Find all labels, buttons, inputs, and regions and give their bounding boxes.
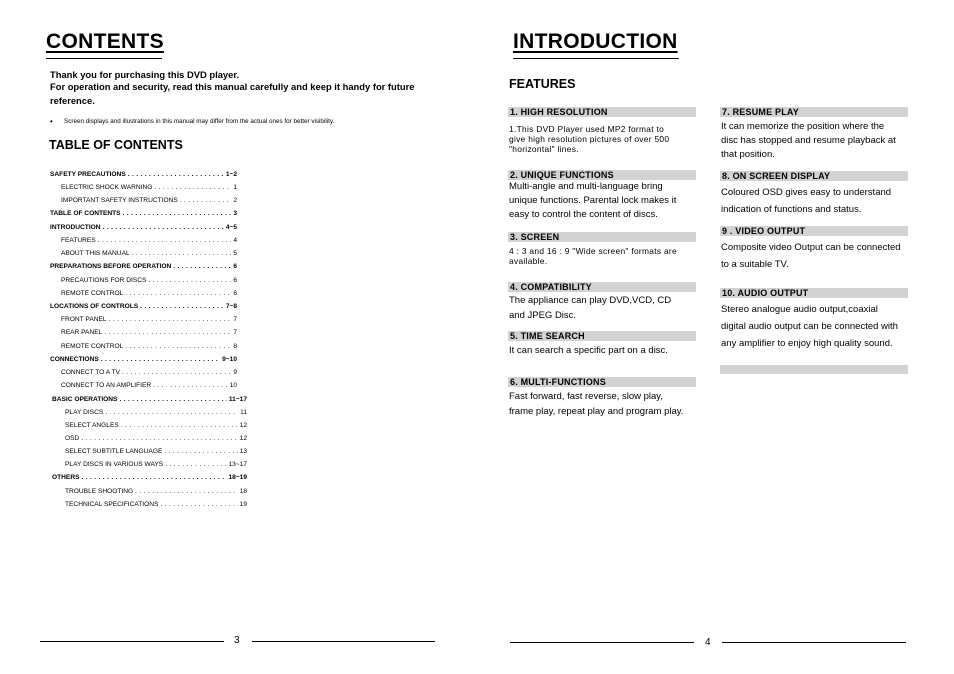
feature-heading-high-resolution: 1. HIGH RESOLUTION xyxy=(508,107,696,117)
toc-row: TABLE OF CONTENTS . . . 3 xyxy=(50,210,237,217)
toc-row: LOCATIONS OF CONTROLS . . . 7~8 xyxy=(50,303,237,310)
footer-rule-right xyxy=(252,641,435,642)
toc-row: CONNECT TO AN AMPLIFIER . . . 10 xyxy=(61,382,237,389)
toc-row: PREPARATIONS BEFORE OPERATION . . . 6 xyxy=(50,263,237,270)
toc-row: SELECT SUBTITLE LANGUAGE . . . 13 xyxy=(65,448,247,455)
feature-text: Fast forward, fast reverse, slow play, frame play, repeat play and program play. xyxy=(509,391,684,417)
feature-heading-resume-play: 7. RESUME PLAY xyxy=(720,107,908,117)
feature-heading-time-search: 5. TIME SEARCH xyxy=(508,331,696,341)
page-title-introduction: INTRODUCTION xyxy=(513,30,678,53)
feature-text: Stereo analogue audio output,coaxial digital audio output can be connected with any amplifier to enjoy high quality sound. xyxy=(721,304,898,349)
title-double-rule xyxy=(513,58,679,59)
footer-rule-left xyxy=(510,642,694,643)
page-number: 4 xyxy=(705,637,711,648)
feature-text: It can memorize the position where the disc has stopped and resume playback at that position. xyxy=(721,121,896,160)
toc-row: INTRODUCTION . . . 4~5 xyxy=(50,224,237,231)
toc-row: OSD . . . 12 xyxy=(65,435,247,442)
toc-row: REMOTE CONTROL . . . 8 xyxy=(61,343,237,350)
intro-line-2: For operation and security, read this manual carefully and keep it handy for future xyxy=(50,81,415,92)
footer-rule-right xyxy=(722,642,906,643)
footer-rule-left xyxy=(40,641,224,642)
toc-row: IMPORTANT SAFETY INSTRUCTIONS . . . 2 xyxy=(61,197,237,204)
toc-heading: TABLE OF CONTENTS xyxy=(49,138,183,152)
title-double-rule xyxy=(46,58,162,59)
bullet-icon: • xyxy=(50,117,53,126)
toc-row: FRONT PANEL . . . 7 xyxy=(61,316,237,323)
feature-heading-on-screen-display: 8. ON SCREEN DISPLAY xyxy=(720,171,908,181)
toc-row: SAFETY PRECAUTIONS . . . 1~2 xyxy=(50,171,237,178)
feature-text: The appliance can play DVD,VCD, CD and JPEG Disc. xyxy=(509,295,672,321)
toc-row: ELECTRIC SHOCK WARNING . . . 1 xyxy=(61,184,237,191)
toc-row: REMOTE CONTROL . . . 6 xyxy=(61,290,237,297)
empty-gray-band xyxy=(720,365,908,374)
toc-row: PLAY DISCS . . . 11 xyxy=(65,409,247,416)
features-heading: FEATURES xyxy=(509,77,576,91)
feature-heading-video-output: 9 . VIDEO OUTPUT xyxy=(720,226,908,236)
intro-line-3: reference. xyxy=(50,95,95,106)
feature-heading-screen: 3. SCREEN xyxy=(508,232,696,242)
toc-row: SELECT ANGLES . . . 12 xyxy=(65,422,247,429)
feature-heading-multi-functions: 6. MULTI-FUNCTIONS xyxy=(508,377,696,387)
toc-row: REAR PANEL . . . 7 xyxy=(61,329,237,336)
toc-row: OTHERS . . . 18~19 xyxy=(52,474,247,481)
feature-heading-unique-functions: 2. UNIQUE FUNCTIONS xyxy=(508,170,696,180)
toc-row: PRECAUTIONS FOR DISCS . . . 6 xyxy=(61,277,237,284)
feature-text: 4 : 3 and 16 : 9 "Wide screen" formats are available. xyxy=(509,246,677,266)
toc-row: PLAY DISCS IN VARIOUS WAYS . . . 13~17 xyxy=(65,461,247,468)
feature-text: Coloured OSD gives easy to understand indication of functions and status. xyxy=(721,187,892,215)
toc-row: CONNECT TO A TV . . . 9 xyxy=(61,369,237,376)
feature-heading-compatibility: 4. COMPATIBILITY xyxy=(508,282,696,292)
page-number: 3 xyxy=(234,635,240,646)
toc-row: FEATURES . . . 4 xyxy=(61,237,237,244)
feature-text: Composite video Output can be connected to a suitable TV. xyxy=(721,242,901,270)
toc-row: ABOUT THIS MANUAL . . . 5 xyxy=(61,250,237,257)
feature-text: It can search a specific part on a disc. xyxy=(509,345,668,356)
toc-row: BASIC OPERATIONS . . . 11~17 xyxy=(52,396,247,403)
feature-text: 1.This DVD Player used MP2 format to give high resolution pictures of over 500 "horizontal" lines. xyxy=(509,124,670,154)
feature-heading-audio-output: 10. AUDIO OUTPUT xyxy=(720,288,908,298)
toc-row: TROUBLE SHOOTING . . . 18 xyxy=(65,488,247,495)
page-title-contents: CONTENTS xyxy=(46,30,164,53)
toc-row: TECHNICAL SPECIFICATIONS . . . 19 xyxy=(65,501,247,508)
intro-line-1: Thank you for purchasing this DVD player. xyxy=(50,69,240,80)
visibility-note: Screen displays and illustrations in this manual may differ from the actual ones for better visibility. xyxy=(64,118,335,125)
toc-row: CONNECTIONS . . . 9~10 xyxy=(50,356,237,363)
feature-text: Multi-angle and multi-language bring unique functions. Parental lock makes it easy to control the content of discs. xyxy=(509,181,677,220)
